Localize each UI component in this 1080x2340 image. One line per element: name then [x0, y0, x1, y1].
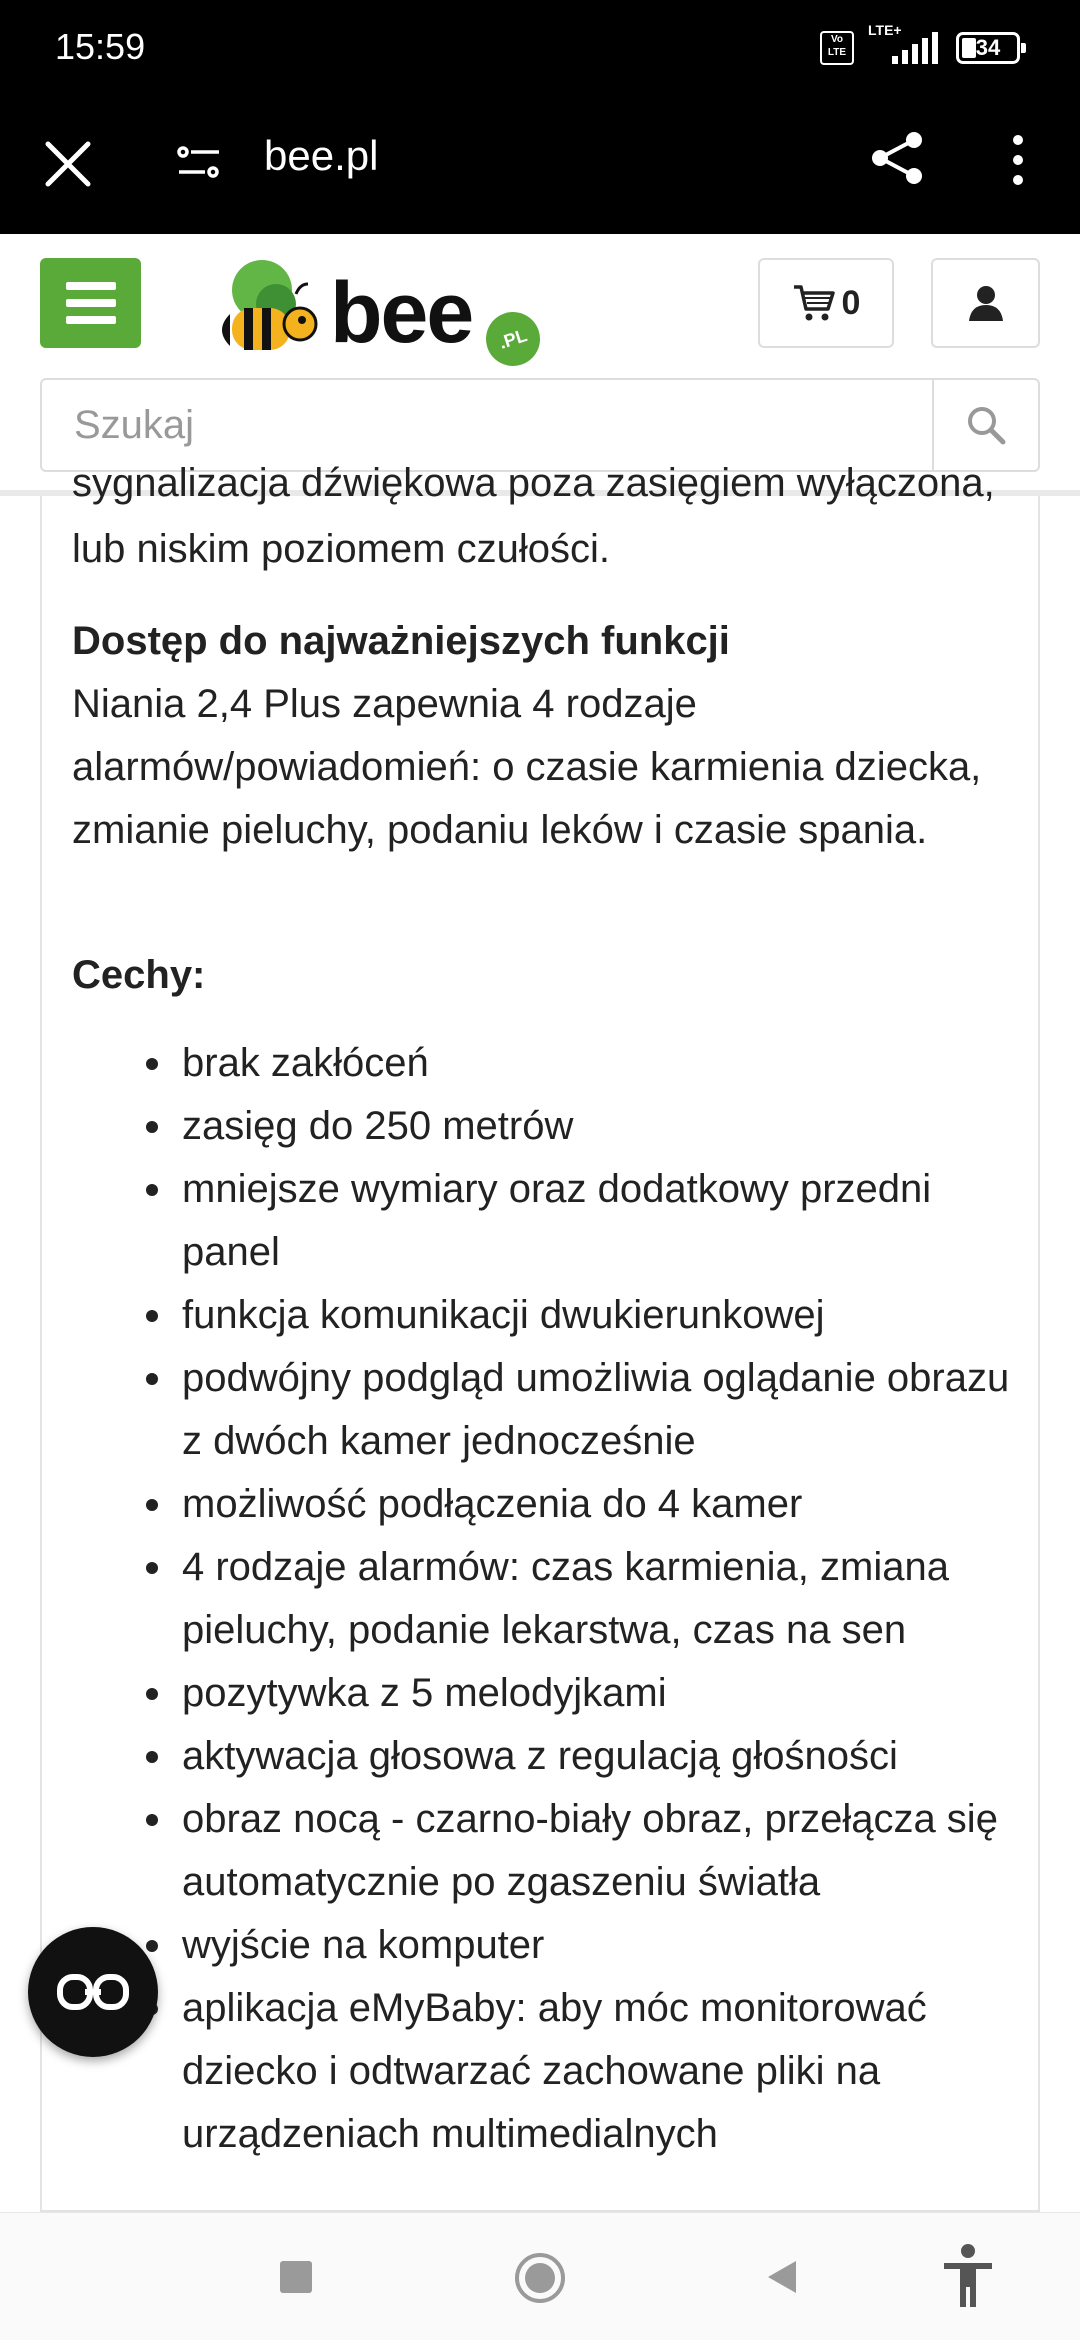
home-icon[interactable]: [513, 2251, 567, 2305]
cart-button[interactable]: [758, 258, 894, 348]
status-indicators: [820, 22, 1020, 68]
browser-toolbar: [0, 96, 1080, 234]
section-title: Dostęp do najważniejszych funkcji: [72, 619, 730, 663]
menu-button[interactable]: [40, 258, 141, 348]
back-icon[interactable]: [762, 2257, 802, 2297]
cart-count: 0: [841, 283, 861, 322]
list-item: możliwość podłączenia do 4 kamer: [182, 1473, 1032, 1536]
logo-badge: .PL: [479, 305, 547, 373]
bee-mascot-icon: [210, 254, 330, 364]
list-item: funkcja komunikacji dwukierunkowej: [182, 1284, 1032, 1347]
status-time: 15:59: [55, 26, 146, 67]
list-item: mniejsze wymiary oraz dodatkowy przedni panel: [182, 1158, 1032, 1284]
list-item: brak zakłóceń: [182, 1032, 1032, 1095]
reader-mode-button[interactable]: [28, 1927, 158, 2057]
cart-icon: [792, 283, 836, 323]
accessibility-icon[interactable]: [940, 2243, 996, 2309]
status-bar: [0, 0, 1080, 96]
hamburger-icon: [66, 282, 116, 290]
recents-icon[interactable]: [280, 2261, 312, 2293]
list-item: aktywacja głosowa z regulacją głośności: [182, 1725, 1032, 1788]
features-title: Cechy:: [72, 953, 206, 997]
list-item: 4 rodzaje alarmów: czas karmienia, zmiana pieluchy, podanie lekarstwa, czas na sen: [182, 1536, 1032, 1662]
volte-icon: Vo LTE: [820, 31, 854, 65]
features-list: [72, 1032, 1032, 2166]
search-icon: [965, 404, 1007, 446]
logo-text: bee: [330, 265, 473, 361]
user-icon: [966, 283, 1006, 323]
site-logo[interactable]: [210, 254, 550, 364]
list-item: zasięg do 250 metrów: [182, 1095, 1032, 1158]
cut-off-text: sygnalizacja dźwiękowa poza zasięgiem wyłączona,: [72, 461, 995, 505]
list-item: wyjście na komputer: [182, 1914, 1032, 1977]
section: [72, 610, 1032, 862]
account-button[interactable]: [931, 258, 1040, 348]
list-item: pozytywka z 5 melodyjkami: [182, 1662, 1032, 1725]
list-item: obraz nocą - czarno-biały obraz, przełącza się automatycznie po zgaszeniu światła: [182, 1788, 1032, 1914]
signal-icon: [868, 22, 938, 68]
more-vert-icon[interactable]: [1000, 128, 1036, 192]
address-bar-url[interactable]: bee.pl: [264, 132, 379, 179]
list-item: aplikacja eMyBaby: aby móc monitorować dziecko i odtwarzać zachowane pliki na urządzeniach multimedialnych: [182, 1977, 1032, 2166]
share-icon[interactable]: [866, 126, 930, 190]
list-item: podwójny podgląd umożliwia oglądanie obrazu z dwóch kamer jednocześnie: [182, 1347, 1032, 1473]
battery-level: 34: [975, 35, 1001, 60]
glasses-icon: [57, 1972, 129, 2012]
section-body: Niania 2,4 Plus zapewnia 4 rodzaje alarmów/powiadomień: o czasie karmienia dziecka, zmianie pieluchy, podaniu leków i czasie spania.: [72, 682, 982, 852]
site-settings-icon[interactable]: [175, 138, 223, 186]
system-nav-bar: [0, 2212, 1080, 2340]
product-description: [40, 461, 1040, 2212]
paragraph: lub niskim poziomem czułości.: [72, 527, 610, 571]
close-icon[interactable]: [40, 136, 96, 192]
network-type: LTE+: [868, 22, 902, 38]
battery-icon: [956, 32, 1020, 64]
